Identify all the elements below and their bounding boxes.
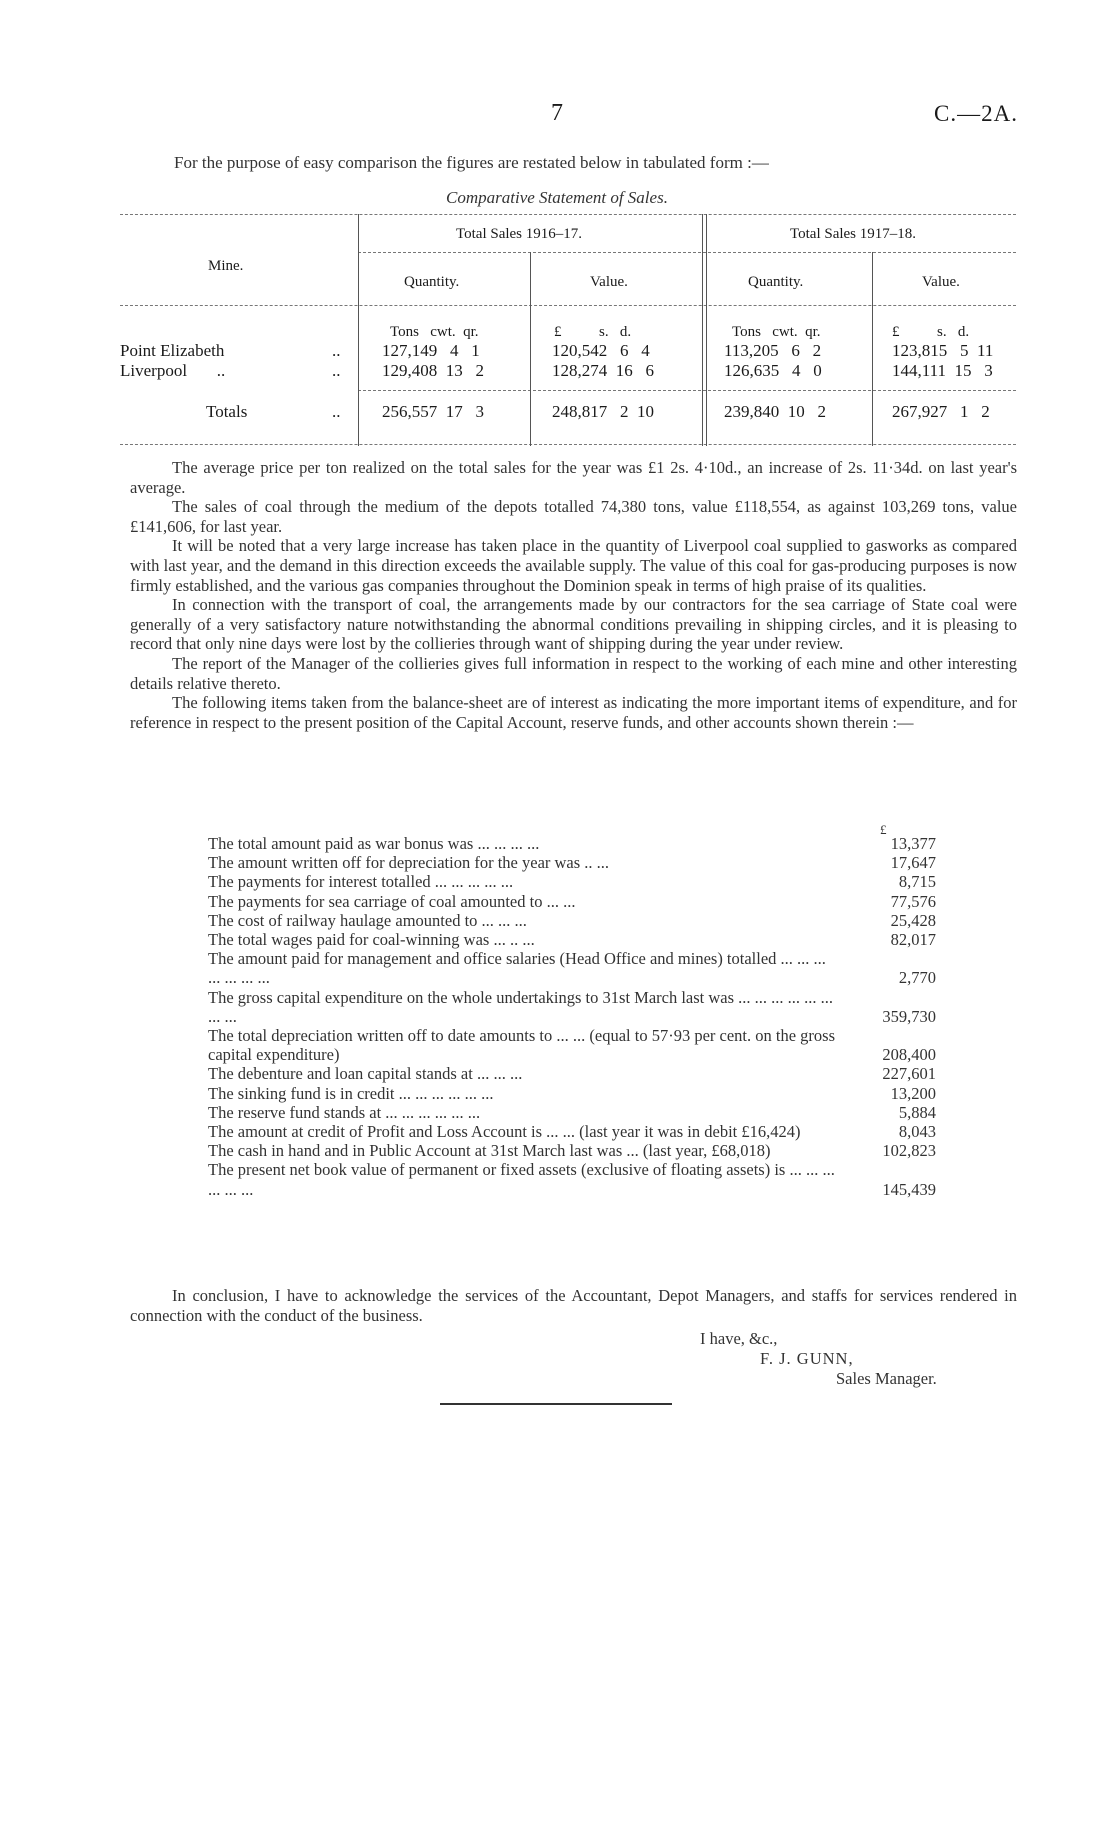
paragraph: The average price per ton realized on the total sales for the year was £1 2s. 4·10d., an increase of 2s. 11·34d. on last year's average.	[130, 458, 1017, 497]
quantity-1916: 127,149 4 1	[382, 341, 480, 360]
item-amount: 8,715	[898, 872, 936, 892]
item-amount: 208,400	[882, 1045, 936, 1065]
quantity-header: Quantity.	[404, 274, 460, 290]
conclusion-paragraph: In conclusion, I have to acknowledge the services of the Accountant, Depot Managers, and staffs for services rendered in connection with the conduct of the business.	[130, 1286, 1017, 1325]
item-amount: 227,601	[882, 1064, 936, 1084]
closing-rule	[440, 1403, 672, 1405]
balance-item	[208, 1141, 936, 1161]
value-1917: 123,815 5 11	[892, 341, 994, 360]
balance-item	[208, 1026, 936, 1065]
item-amount: 82,017	[890, 930, 936, 950]
paragraph: The following items taken from the balance-sheet are of interest as indicating the more important items of expenditure, and for reference in respect to the present position of the Capital Account, reserve funds, and other accounts shown therein :—	[130, 693, 1017, 732]
units-value: £ s. d.	[554, 324, 632, 340]
item-amount: 77,576	[890, 891, 936, 911]
signatory-title: Sales Manager.	[836, 1369, 937, 1388]
item-text: The sinking fund is in credit ... ... ... ... ... ...	[208, 1083, 494, 1103]
leader-dots: ..	[332, 402, 341, 421]
balance-item	[208, 987, 936, 1026]
item-text: The amount at credit of Profit and Loss Account is ... ... (last year it was in debit £16,424)	[208, 1122, 801, 1142]
col-divider	[706, 214, 707, 446]
balance-item	[208, 910, 936, 930]
currency-header: £	[880, 822, 887, 837]
item-text: The payments for sea carriage of coal amounted to ... ...	[208, 891, 576, 911]
total-value-1917: 267,927 1 2	[892, 402, 990, 421]
value-header: Value.	[590, 274, 628, 290]
group-header-1917: Total Sales 1917–18.	[790, 226, 917, 242]
item-amount: 13,200	[890, 1083, 936, 1103]
units-value: £ s. d.	[892, 324, 970, 340]
item-amount: 145,439	[882, 1179, 936, 1199]
item-text: The total depreciation written off to date amounts to ... ... (equal to 57·93 per cent. on the gross capital expenditure)	[208, 1026, 835, 1065]
signatory-name: F. J. GUNN,	[760, 1349, 854, 1368]
item-text: The total amount paid as war bonus was ... ... ... ...	[208, 834, 540, 853]
balance-item	[208, 891, 936, 911]
balance-item	[208, 930, 936, 950]
total-quantity-1916: 256,557 17 3	[382, 402, 484, 421]
balance-item	[208, 1122, 936, 1142]
item-text: The cash in hand and in Public Account at 31st March last was ... (last year, £68,018)	[208, 1141, 771, 1161]
quantity-1917: 113,205 6 2	[724, 341, 822, 360]
total-value-1916: 248,817 2 10	[552, 402, 654, 421]
intro-line: For the purpose of easy comparison the figures are restated below in tabulated form :—	[174, 153, 769, 172]
paragraph: In connection with the transport of coal, the arrangements made by our contractors for the sea carriage of State coal were generally of a very satisfactory nature notwithstanding the abnormal conditions prevailing in shipping circles, and it is pleasing to record that only nine days were lost by the collieries through want of shipping during the year under review.	[130, 595, 1017, 654]
item-text: The gross capital expenditure on the whole undertakings to 31st March last was ... ... ... ... ... ... ... ...	[208, 987, 834, 1026]
total-quantity-1917: 239,840 10 2	[724, 402, 826, 421]
balance-item	[208, 1083, 936, 1103]
paragraph: The report of the Manager of the collieries gives full information in respect to the working of each mine and other interesting details relative thereto.	[130, 653, 1017, 693]
comparative-sales-table	[120, 214, 1016, 446]
units-quantity: Tons cwt. qr.	[732, 324, 821, 340]
document-code: C.—2A.	[934, 101, 1018, 126]
col-divider	[702, 214, 703, 446]
paragraph: It will be noted that a very large increase has taken place in the quantity of Liverpool coal supplied to gasworks as compared with last year, and the demand in this direction exceeds the available supply. The value of this coal for gas-producing purposes is now firmly established, and the various gas companies throughout the Dominion speak in terms of high praise of its qualities.	[130, 536, 1017, 595]
item-text: The amount written off for depreciation for the year was .. ...	[208, 853, 610, 873]
balance-item	[208, 1064, 936, 1084]
item-amount: 2,770	[898, 968, 936, 988]
table-bottom-rule	[120, 444, 1016, 445]
value-1916: 120,542 6 4	[552, 341, 650, 360]
item-text: The amount paid for management and office salaries (Head Office and mines) totalled ... ... ... ... ... ... ...	[208, 949, 826, 988]
page-number: 7	[551, 100, 563, 126]
item-text: The reserve fund stands at ... ... ... ... ... ...	[208, 1102, 481, 1122]
group-header-1916: Total Sales 1916–17.	[456, 226, 583, 242]
item-amount: 13,377	[890, 834, 936, 853]
header-bottom-rule	[120, 305, 1016, 306]
item-text: The present net book value of permanent or fixed assets (exclusive of floating assets) is ... ... ... ... ... ...	[208, 1160, 835, 1199]
item-amount: 359,730	[882, 1006, 936, 1026]
value-header: Value.	[922, 274, 960, 290]
conclusion-block	[130, 1286, 1017, 1325]
units-quantity: Tons cwt. qr.	[390, 324, 479, 340]
quantity-1916: 129,408 13 2	[382, 361, 484, 380]
totals-rule	[358, 390, 1016, 391]
col-divider	[358, 214, 359, 446]
report-body	[130, 458, 1017, 732]
item-amount: 25,428	[890, 910, 936, 930]
quantity-header: Quantity.	[748, 274, 804, 290]
table-caption: Comparative Statement of Sales.	[446, 188, 668, 207]
balance-item	[208, 1160, 936, 1199]
table-top-rule	[120, 214, 1016, 215]
item-text: The cost of railway haulage amounted to ... ... ...	[208, 910, 527, 930]
mine-name: Point Elizabeth	[120, 341, 225, 360]
paragraph: The sales of coal through the medium of the depots totalled 74,380 tons, value £118,554, as against 103,269 tons, value £141,606, for last year.	[130, 497, 1017, 536]
balance-item	[208, 1102, 936, 1122]
item-text: The debenture and loan capital stands at ... ... ...	[208, 1064, 523, 1084]
balance-item	[208, 853, 936, 873]
item-amount: 5,884	[898, 1102, 936, 1122]
totals-label: Totals	[206, 402, 248, 421]
balance-item	[208, 834, 936, 853]
item-amount: 102,823	[882, 1141, 936, 1161]
balance-item	[208, 872, 936, 892]
value-1917: 144,111 15 3	[892, 361, 993, 380]
col-divider	[872, 252, 873, 446]
balance-item	[208, 949, 936, 988]
balance-sheet-items	[208, 834, 936, 1199]
quantity-1917: 126,635 4 0	[724, 361, 822, 380]
leader-dots: ..	[332, 341, 341, 360]
mine-header: Mine.	[208, 258, 244, 274]
mine-name: Liverpool ..	[120, 361, 226, 380]
group-header-rule	[358, 252, 1016, 253]
item-amount: 17,647	[890, 853, 936, 873]
signoff-line: I have, &c.,	[700, 1329, 778, 1348]
leader-dots: ..	[332, 361, 341, 380]
col-divider	[530, 252, 531, 446]
item-text: The payments for interest totalled ... ... ... ... ...	[208, 872, 514, 892]
item-amount: 8,043	[898, 1122, 936, 1142]
item-text: The total wages paid for coal-winning was ... .. ...	[208, 930, 535, 950]
value-1916: 128,274 16 6	[552, 361, 654, 380]
